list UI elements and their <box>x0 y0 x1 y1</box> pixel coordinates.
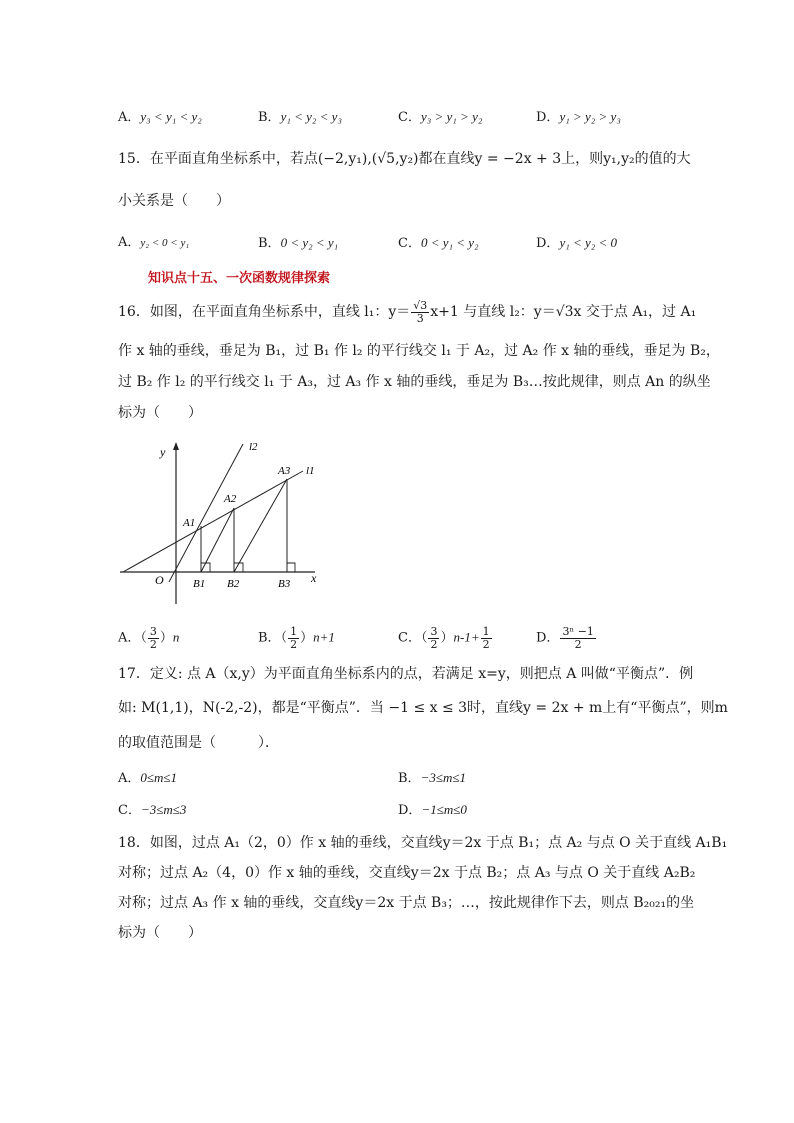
q17-stem-line3: 的取值范围是（ ）． <box>118 735 279 751</box>
q17-option-a[interactable]: A．0≤m≤1 <box>118 770 178 786</box>
q15-option-d[interactable]: D．y₁ < y₂ < 0 <box>536 235 618 251</box>
q16-option-a[interactable]: A．（ $\frac{3}{2}$ ）n <box>118 625 180 651</box>
q16-stem-line1: 16．如图，在平面直角坐标系中，直线 l₁：y＝ $\frac{√3}{3}$ x+1 与直线 l₂：y＝√3x 交于点 A₁，过 A₁ <box>118 299 697 325</box>
q16-option-b-fraction: $\frac{1}{2}$ <box>290 625 298 651</box>
q14-option-b[interactable]: B．y₁ < y₂ < y₃ <box>258 109 342 125</box>
right-angle-b3-icon <box>287 563 295 572</box>
q16-figure <box>115 432 335 607</box>
segment-b1a2 <box>201 508 234 572</box>
q15-stem-line2: 小关系是（ ） <box>118 193 230 209</box>
b1-label: B1 <box>193 578 206 590</box>
section-heading: 知识点十五、一次函数规律探索 <box>148 271 331 286</box>
q14-option-d[interactable]: D．y₁ > y₂ > y₃ <box>536 109 621 125</box>
q16-stem-line3: 过 B₂ 作 l₂ 的平行线交 l₁ 于 A₃，过 A₃ 作 x 轴的垂线，垂足为 B₃…按此规律，则点 An 的纵坐 <box>118 374 711 390</box>
line-l1 <box>123 471 303 572</box>
q14-option-c[interactable]: C．y₃ > y₁ > y₂ <box>398 109 483 125</box>
q16-stem-line2: 作 x 轴的垂线，垂足为 B₁，过 B₁ 作 l₂ 的平行线交 l₁ 于 A₂，过 A₂ 作 x 轴的垂线，垂足为 B₂， <box>118 343 720 359</box>
x-axis-label: x <box>311 571 317 585</box>
segment-b2a3 <box>234 479 287 572</box>
y-axis-arrow-icon <box>173 442 179 450</box>
q17-option-c[interactable]: C．−3≤m≤3 <box>118 802 187 818</box>
q18-stem-line4: 标为（ ） <box>118 925 202 941</box>
l1-label: l1 <box>306 465 315 477</box>
origin-label: O <box>155 573 164 587</box>
q17-stem-line2: 如: M(1,1)，N(-2,-2)，都是“平衡点”．当 −1 ≤ x ≤ 3时，直线y = 2x + m上有“平衡点”，则m <box>118 700 728 716</box>
q16-stem-line4: 标为（ ） <box>118 405 202 421</box>
q16-option-c-fraction: $\frac{3}{2}$ <box>430 625 438 651</box>
q16-option-c-fraction-2: $\frac{1}{2}$ <box>482 625 490 651</box>
q17-stem-line1: 17．定义: 点 A（x,y）为平面直角坐标系内的点，若满足 x=y，则把点 A 叫做“平衡点”．例 <box>118 666 694 682</box>
q16-option-b[interactable]: B．（ $\frac{1}{2}$ ）n+1 <box>258 625 335 651</box>
q16-option-c[interactable]: C．（ $\frac{3}{2}$ ）n-1+ $\frac{1}{2}$ <box>398 625 490 651</box>
q15-stem-line1: 15．在平面直角坐标系中，若点(−2,y₁),(√5,y₂)都在直线y = −2x + 3上，则y₁,y₂的值的大 <box>118 151 691 167</box>
q16-option-a-fraction: $\frac{3}{2}$ <box>149 625 157 651</box>
l2-label: l2 <box>249 441 258 453</box>
q18-stem-line2: 对称；过点 A₂（4，0）作 x 轴的垂线，交直线y＝2x 于点 B₂；点 A₃ 与点 O 关于直线 A₂B₂ <box>118 865 696 881</box>
q16-option-d-fraction: $\frac{\text{3ⁿ −1}}{2}$ <box>562 625 594 651</box>
a1-label: A1 <box>183 517 196 529</box>
b3-label: B3 <box>278 578 291 590</box>
q17-option-b[interactable]: B．−3≤m≤1 <box>398 770 466 786</box>
q15-option-c[interactable]: C．0 < y₁ < y₂ <box>398 235 479 251</box>
q17-option-d[interactable]: D．−1≤m≤0 <box>398 802 467 818</box>
q15-option-b[interactable]: B．0 < y₂ < y₁ <box>258 235 339 251</box>
a3-label: A3 <box>278 465 291 477</box>
q18-stem-line3: 对称；过点 A₃ 作 x 轴的垂线，交直线y＝2x 于点 B₃；…，按此规律作下去，则点 B₂₀₂₁的坐 <box>118 895 695 911</box>
a2-label: A2 <box>224 493 237 505</box>
q14-option-a[interactable]: A．y₃ < y₁ < y₂ <box>118 109 202 125</box>
b2-label: B2 <box>227 578 240 590</box>
q15-option-a[interactable]: A．y₂ < 0 < y₁ <box>118 235 190 250</box>
q16-option-d[interactable]: D． $\frac{\text{3ⁿ −1}}{2}$ <box>536 625 594 651</box>
y-axis-label: y <box>160 445 166 459</box>
q16-fraction: $\frac{√3}{3}$ <box>413 299 428 325</box>
q18-stem-line1: 18．如图，过点 A₁（2，0）作 x 轴的垂线，交直线y＝2x 于点 B₁；点 A₂ 与点 O 关于直线 A₁B₁ <box>118 835 728 851</box>
